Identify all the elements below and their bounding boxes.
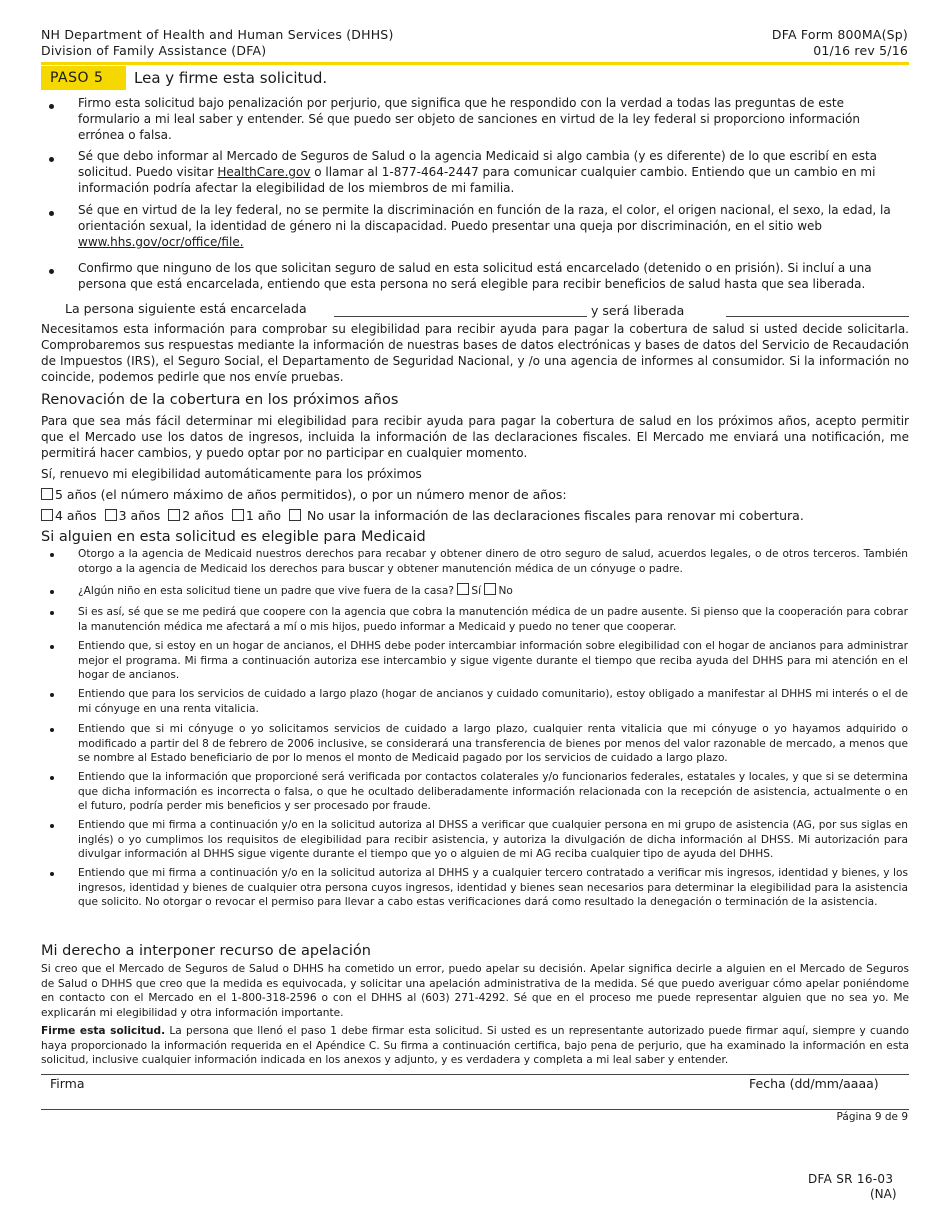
form-code: DFA SR 16-03 xyxy=(808,1172,894,1186)
incarcerated-label: La persona siguiente está encarcelada xyxy=(65,301,307,316)
report-changes-statement: Sé que debo informar al Mercado de Seguros de Salud o la agencia Medicaid si algo cambia (y es diferente) de lo que escribí en esta solicitud. Puedo visitar HealthCare.gov o llamar al 1-877-464-2447 para comunicar cualquier cambio. Entiendo que un cambio en mi información podría afectar la elegibilidad de los miembros de mi familia. xyxy=(78,149,878,195)
bullet-dot xyxy=(50,872,54,876)
renew-none-option[interactable]: No usar la información de las declaraciones fiscales para renovar mi cobertura. xyxy=(289,508,804,523)
healthcare-gov-link[interactable]: HealthCare.gov xyxy=(217,165,311,179)
bullet-dot xyxy=(49,157,54,162)
bullet-dot xyxy=(50,776,54,780)
cooperation-statement: Si es así, sé que se me pedirá que coopere con la agencia que cobra la manutención médica de un padre ausente. Si pienso que la cooperación para cobrar la manutención médica me afectará a mí o mis hijos, puedo informar a Medicaid y puedo no tener que cooperar. xyxy=(78,606,908,633)
absent-parent-question: ¿Algún niño en esta solicitud tiene un padre que vive fuera de la casa? Sí No xyxy=(78,585,513,597)
department-name: NH Department of Health and Human Services (DHHS) xyxy=(41,27,394,42)
medicaid-heading: Si alguien en esta solicitud es elegible para Medicaid xyxy=(41,529,426,545)
two-years-checkbox[interactable] xyxy=(168,509,180,521)
step-label: PASO 5 xyxy=(41,66,126,90)
page-number: Página 9 de 9 xyxy=(836,1111,908,1123)
appeal-paragraph: Si creo que el Mercado de Seguros de Salud o DHHS ha cometido un error, puedo apelar su decisión. Apelar significa decirle a alguien en el Mercado de Seguros de Salud o DHHS que creo que la medida es equivocada, y solicitar una apelación administrativa de la medida. Sé que puedo averiguar cómo apelar poniéndome en contacto con el Mercado en el 1-800-318-2596 o con el DHHS al (603) 271-4292. Sé que en el proceso me puede representar alguien que no sea yo. Me explicarán mi elegibilidad y otra información importante. xyxy=(41,963,909,1019)
appeal-heading: Mi derecho a interponer recurso de apelación xyxy=(41,943,371,959)
bullet-dot xyxy=(50,728,54,732)
auto-renew-label: Sí, renuevo mi elegibilidad automáticamente para los próximos xyxy=(41,467,422,481)
bullet-dot xyxy=(50,693,54,697)
medicaid-rights-statement: Otorgo a la agencia de Medicaid nuestros derechos para recabar y obtener dinero de otro seguro de salud, acuerdos legales, o de otros terceros. También otorgo a la agencia de Medicaid los derechos para buscar y obtener manutención médica de un cónyuge o padre. xyxy=(78,548,908,575)
perjury-statement: Firmo esta solicitud bajo penalización por perjurio, que significa que he respondido con la verdad a todas las preguntas de este formulario a mi leal saber y entender. Sé que puedo ser objeto de sanciones en virtud de la ley federal si proporciono información errónea o falsa. xyxy=(78,96,860,142)
no-checkbox[interactable] xyxy=(484,583,496,595)
bullet-dot xyxy=(50,824,54,828)
form-revision: 01/16 rev 5/16 xyxy=(813,43,908,58)
annuity-transfer-statement: Entiendo que si mi cónyuge o yo solicitamos servicios de cuidado a largo plazo, cualquier renta vitalicia que mi cónyuge o yo hayamos adquirido o modificado a partir del 8 de febrero de 2006 inclusive, se considerará una transferencia de bienes por menos del valor razonable de mercado, a menos que se nombre al Estado beneficiario de por lo menos el monto de Medicaid pagado por los servicios de cuidado a largo plazo. xyxy=(78,723,908,764)
signature-top-rule xyxy=(41,1074,909,1075)
incarcerated-person-field[interactable] xyxy=(334,316,587,317)
bullet-dot xyxy=(50,553,54,557)
bullet-dot xyxy=(49,104,54,109)
bullet-dot xyxy=(50,590,54,594)
renew-1-option[interactable]: 1 año xyxy=(232,508,281,523)
renew-five-years-option[interactable]: 5 años (el número máximo de años permitidos), o por un número menor de años: xyxy=(41,487,567,502)
signature-field[interactable] xyxy=(41,1092,731,1109)
one-year-checkbox[interactable] xyxy=(232,509,244,521)
absent-parent-no[interactable]: No xyxy=(484,585,512,597)
form-number: DFA Form 800MA(Sp) xyxy=(771,27,908,42)
three-years-checkbox[interactable] xyxy=(105,509,117,521)
renewal-heading: Renovación de la cobertura en los próximos años xyxy=(41,392,399,408)
renew-years-options xyxy=(41,508,804,523)
four-years-checkbox[interactable] xyxy=(41,509,53,521)
verification-fraud-statement: Entiendo que la información que proporcioné será verificada por contactos colaterales y/o funcionarios federales, estatales y locales, y que si se determina que dicha información es incorrecta o falsa, o que he ocultado deliberadamente información relacionada con la recepción de asistencia, actualmente o en el futuro, podría perder mis beneficios y ser procesado por fraude. xyxy=(78,771,908,812)
bullet-dot xyxy=(50,645,54,649)
renew-2-option[interactable]: 2 años xyxy=(168,508,224,523)
sign-instructions: Firme esta solicitud. La persona que llenó el paso 1 debe firmar esta solicitud. Si usted es un representante autorizado puede firmar aquí, siempre y cuando haya proporcionado la información requerida en el Apéndice C. Su firma a continuación certifica, bajo pena de perjurio, que ha examinado la información en esta solicitud, inclusive cualquier información indicada en los anexos y adjunto, y es verdadera y completa a mi leal saber y entender. xyxy=(41,1025,909,1066)
signature-bottom-rule xyxy=(41,1109,909,1110)
dhss-authorization-statement: Entiendo que mi firma a continuación y/o en la solicitud autoriza al DHSS a verificar que cualquier persona en mi grupo de asistencia (AG, por sus siglas en inglés) o yo cumplimos los requisitos de elegibilidad para recibir asistencia, y autoriza la divulgación de dicha información al DHSS. Mi autorización para divulgar información al DHHS sigue vigente durante el tiempo que yo o alguien de mi AG reciba cualquier tipo de ayuda del DHHS. xyxy=(78,819,908,860)
nondiscrimination-statement: Sé que en virtud de la ley federal, no se permite la discriminación en función de la raza, el color, el origen nacional, el sexo, la edad, la orientación sexual, la identidad de género ni la discapacidad. Puedo presentar una queja por discriminación, en el sitio web www.hhs.gov/ocr/office/file. xyxy=(78,203,891,249)
annuity-disclosure-statement: Entiendo que para los servicios de cuidado a largo plazo (hogar de ancianos y cuidado comunitario), estoy obligado a manifestar al DHHS mi interés o el de mi cónyuge en una renta vitalicia. xyxy=(78,688,908,715)
date-label: Fecha (dd/mm/aaaa) xyxy=(749,1076,879,1091)
no-tax-data-checkbox[interactable] xyxy=(289,509,301,521)
renew-4-option[interactable]: 4 años xyxy=(41,508,97,523)
bullet-dot xyxy=(49,269,54,274)
renew-3-option[interactable]: 3 años xyxy=(105,508,161,523)
bullet-dot xyxy=(49,211,54,216)
signature-label: Firma xyxy=(50,1076,85,1091)
form-code-suffix: (NA) xyxy=(870,1187,897,1201)
date-field[interactable] xyxy=(731,1092,909,1109)
release-label: y será liberada xyxy=(591,303,685,318)
third-party-verification-statement: Entiendo que mi firma a continuación y/o en la solicitud autoriza al DHHS y a cualquier tercero contratado a verificar mis ingresos, identidad y bienes, y los ingresos, identidad y bienes de cualquier otra persona cuyos ingresos, identidad y bienes sean necesarios para determinar la elegibilidad para la asistencia que solicito. No otorgar o revocar el permiso para llevar a cabo estas verificaciones dará como resultado la denegación o terminación de la asistencia. xyxy=(78,867,908,908)
header-rule xyxy=(41,62,909,65)
nursing-home-statement: Entiendo que, si estoy en un hogar de ancianos, el DHHS debe poder intercambiar información sobre elegibilidad con el hogar de ancianos para administrar mejor el programa. Mi firma a continuación autoriza ese intercambio y sigue vigente durante el tiempo que reciba ayuda del DHHS para mi atención en el hogar de ancianos. xyxy=(78,640,908,681)
incarceration-statement: Confirmo que ninguno de los que solicitan seguro de salud en esta solicitud está encarcelado (detenido o en prisión). Si incluí a una persona que está encarcelada, entiendo que esta persona no será elegible para recibir beneficios de salud hasta que sea liberada. xyxy=(78,261,872,291)
absent-parent-yes[interactable]: Sí xyxy=(457,585,481,597)
release-date-field[interactable] xyxy=(726,316,909,317)
verification-paragraph: Necesitamos esta información para comprobar su elegibilidad para recibir ayuda para pagar la cobertura de salud si usted decide solicitarla. Comprobaremos sus respuestas mediante la información de nuestras bases de datos electrónicas y bases de datos del Servicio de Recaudación de Impuestos (IRS), el Seguro Social, el Departamento de Seguridad Nacional, y /o una agencia de informes al consumidor. Si la información no coincide, podemos pedirle que nos envíe pruebas. xyxy=(41,322,909,384)
yes-checkbox[interactable] xyxy=(457,583,469,595)
step-title: Lea y firme esta solicitud. xyxy=(134,69,328,87)
renewal-paragraph: Para que sea más fácil determinar mi elegibilidad para recibir ayuda para pagar la cobertura de salud en los próximos años, acepto permitir que el Mercado use los datos de ingresos, incluida la información de las declaraciones fiscales. El Mercado me enviará una notificación, me permitirá hacer cambios, y puedo optar por no participar en cualquier momento. xyxy=(41,414,909,460)
bullet-dot xyxy=(50,611,54,615)
division-name: Division of Family Assistance (DFA) xyxy=(41,43,267,58)
five-years-checkbox[interactable] xyxy=(41,488,53,500)
hhs-ocr-link[interactable]: www.hhs.gov/ocr/office/file. xyxy=(78,235,244,249)
